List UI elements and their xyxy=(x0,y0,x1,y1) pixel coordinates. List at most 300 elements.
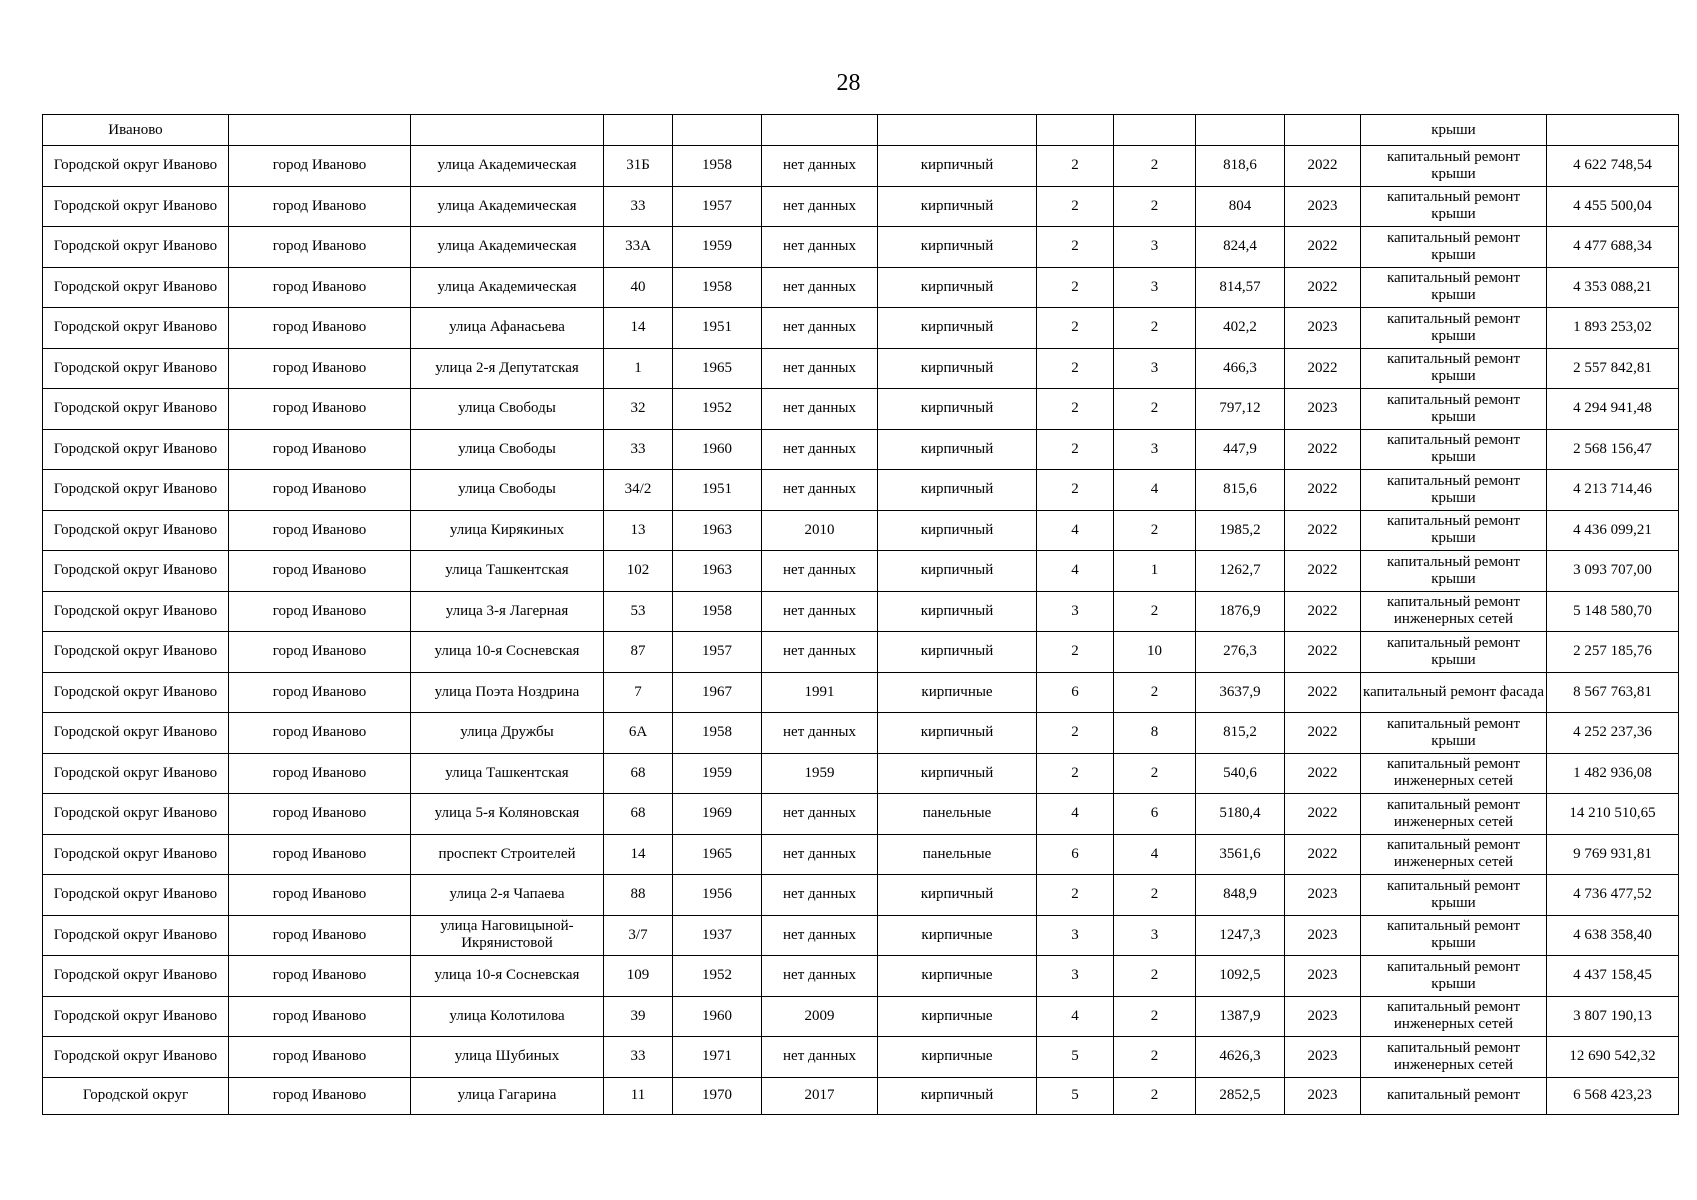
wall-material-cell: кирпичный xyxy=(878,146,1037,187)
construction-year-cell: 1957 xyxy=(673,186,762,227)
street-cell: улица 2-я Депутатская xyxy=(411,348,604,389)
house-number-cell: 33 xyxy=(604,1037,673,1078)
last-repair-year-cell: нет данных xyxy=(762,591,878,632)
house-number-cell: 31Б xyxy=(604,146,673,187)
floors-cell: 3 xyxy=(1037,591,1114,632)
entrances-cell: 1 xyxy=(1114,551,1196,592)
street-cell: улица Дружбы xyxy=(411,713,604,754)
entrances-cell: 3 xyxy=(1114,267,1196,308)
last-repair-year-cell: нет данных xyxy=(762,470,878,511)
planned-year-cell: 2023 xyxy=(1285,956,1361,997)
table-row xyxy=(43,227,1679,268)
municipality-cell: Городской округ Иваново xyxy=(43,672,229,713)
settlement-cell: город Иваново xyxy=(229,429,411,470)
wall-material-cell: кирпичный xyxy=(878,875,1037,916)
street-cell: улица Свободы xyxy=(411,389,604,430)
table-row xyxy=(43,996,1679,1037)
cost-cell: 1 893 253,02 xyxy=(1547,308,1679,349)
construction-year-cell: 1957 xyxy=(673,632,762,673)
work-type-cell: капитальный ремонт крыши xyxy=(1361,389,1547,430)
wall-material-cell: кирпичный xyxy=(878,348,1037,389)
settlement-cell: город Иваново xyxy=(229,389,411,430)
house-number-cell: 11 xyxy=(604,1077,673,1114)
last-repair-year-cell: нет данных xyxy=(762,713,878,754)
municipality-cell: Городской округ Иваново xyxy=(43,753,229,794)
settlement-cell: город Иваново xyxy=(229,794,411,835)
street-cell: улица Ташкентская xyxy=(411,551,604,592)
floors-cell: 6 xyxy=(1037,672,1114,713)
last-repair-year-cell: 2009 xyxy=(762,996,878,1037)
table-row xyxy=(43,186,1679,227)
planned-year-cell: 2023 xyxy=(1285,1077,1361,1114)
entrances-cell: 2 xyxy=(1114,186,1196,227)
area-cell: 4626,3 xyxy=(1196,1037,1285,1078)
cost-cell: 4 455 500,04 xyxy=(1547,186,1679,227)
floors-cell: 2 xyxy=(1037,348,1114,389)
house-number-cell: 109 xyxy=(604,956,673,997)
construction-year-cell: 1937 xyxy=(673,915,762,956)
municipality-cell: Городской округ Иваново xyxy=(43,956,229,997)
area-cell: 818,6 xyxy=(1196,146,1285,187)
table-row xyxy=(43,146,1679,187)
house-number-cell: 32 xyxy=(604,389,673,430)
work-type-cell: капитальный ремонт крыши xyxy=(1361,429,1547,470)
last-repair-year-cell: 1959 xyxy=(762,753,878,794)
work-type-cell: капитальный ремонт инженерных сетей xyxy=(1361,753,1547,794)
cost-cell: 4 638 358,40 xyxy=(1547,915,1679,956)
construction-year-cell: 1958 xyxy=(673,146,762,187)
wall-material-cell xyxy=(878,115,1037,146)
area-cell: 3561,6 xyxy=(1196,834,1285,875)
planned-year-cell: 2023 xyxy=(1285,875,1361,916)
cost-cell: 4 437 158,45 xyxy=(1547,956,1679,997)
planned-year-cell: 2022 xyxy=(1285,146,1361,187)
entrances-cell: 2 xyxy=(1114,1037,1196,1078)
construction-year-cell: 1967 xyxy=(673,672,762,713)
house-number-cell: 68 xyxy=(604,753,673,794)
area-cell: 815,2 xyxy=(1196,713,1285,754)
work-type-cell: капитальный ремонт крыши xyxy=(1361,956,1547,997)
work-type-cell: крыши xyxy=(1361,115,1547,146)
construction-year-cell: 1952 xyxy=(673,956,762,997)
entrances-cell: 2 xyxy=(1114,146,1196,187)
table-row xyxy=(43,348,1679,389)
last-repair-year-cell: нет данных xyxy=(762,875,878,916)
last-repair-year-cell: нет данных xyxy=(762,1037,878,1078)
cost-cell: 3 807 190,13 xyxy=(1547,996,1679,1037)
work-type-cell: капитальный ремонт крыши xyxy=(1361,470,1547,511)
street-cell: улица 5-я Коляновская xyxy=(411,794,604,835)
floors-cell: 2 xyxy=(1037,753,1114,794)
municipality-cell: Городской округ Иваново xyxy=(43,713,229,754)
wall-material-cell: кирпичный xyxy=(878,429,1037,470)
street-cell: улица Академическая xyxy=(411,227,604,268)
area-cell: 3637,9 xyxy=(1196,672,1285,713)
municipality-cell: Городской округ Иваново xyxy=(43,146,229,187)
last-repair-year-cell: 2017 xyxy=(762,1077,878,1114)
table-row xyxy=(43,267,1679,308)
house-number-cell: 68 xyxy=(604,794,673,835)
municipality-cell: Городской округ Иваново xyxy=(43,551,229,592)
settlement-cell: город Иваново xyxy=(229,227,411,268)
settlement-cell: город Иваново xyxy=(229,186,411,227)
cost-cell: 4 436 099,21 xyxy=(1547,510,1679,551)
construction-year-cell: 1958 xyxy=(673,267,762,308)
planned-year-cell: 2022 xyxy=(1285,429,1361,470)
last-repair-year-cell: нет данных xyxy=(762,186,878,227)
street-cell: улица Поэта Ноздрина xyxy=(411,672,604,713)
municipality-cell: Городской округ xyxy=(43,1077,229,1114)
planned-year-cell: 2022 xyxy=(1285,510,1361,551)
street-cell: проспект Строителей xyxy=(411,834,604,875)
construction-year-cell: 1970 xyxy=(673,1077,762,1114)
settlement-cell: город Иваново xyxy=(229,510,411,551)
work-type-cell: капитальный ремонт крыши xyxy=(1361,713,1547,754)
street-cell: улица Академическая xyxy=(411,267,604,308)
area-cell: 797,12 xyxy=(1196,389,1285,430)
table-row xyxy=(43,551,1679,592)
work-type-cell: капитальный ремонт крыши xyxy=(1361,632,1547,673)
settlement-cell: город Иваново xyxy=(229,632,411,673)
planned-year-cell: 2023 xyxy=(1285,186,1361,227)
wall-material-cell: кирпичные xyxy=(878,672,1037,713)
floors-cell: 2 xyxy=(1037,308,1114,349)
entrances-cell: 2 xyxy=(1114,308,1196,349)
wall-material-cell: кирпичные xyxy=(878,1037,1037,1078)
wall-material-cell: кирпичный xyxy=(878,389,1037,430)
planned-year-cell: 2022 xyxy=(1285,672,1361,713)
street-cell: улица Ташкентская xyxy=(411,753,604,794)
house-number-cell: 53 xyxy=(604,591,673,632)
floors-cell: 2 xyxy=(1037,632,1114,673)
table-row xyxy=(43,794,1679,835)
work-type-cell: капитальный ремонт инженерных сетей xyxy=(1361,834,1547,875)
table-row xyxy=(43,115,1679,146)
planned-year-cell: 2022 xyxy=(1285,753,1361,794)
area-cell xyxy=(1196,115,1285,146)
work-type-cell: капитальный ремонт крыши xyxy=(1361,267,1547,308)
planned-year-cell: 2022 xyxy=(1285,348,1361,389)
settlement-cell: город Иваново xyxy=(229,915,411,956)
last-repair-year-cell: нет данных xyxy=(762,389,878,430)
settlement-cell: город Иваново xyxy=(229,551,411,592)
street-cell xyxy=(411,115,604,146)
wall-material-cell: панельные xyxy=(878,794,1037,835)
work-type-cell: капитальный ремонт крыши xyxy=(1361,510,1547,551)
house-number-cell: 39 xyxy=(604,996,673,1037)
floors-cell: 2 xyxy=(1037,470,1114,511)
area-cell: 1387,9 xyxy=(1196,996,1285,1037)
last-repair-year-cell xyxy=(762,115,878,146)
settlement-cell: город Иваново xyxy=(229,672,411,713)
wall-material-cell: кирпичный xyxy=(878,632,1037,673)
last-repair-year-cell: нет данных xyxy=(762,834,878,875)
last-repair-year-cell: нет данных xyxy=(762,146,878,187)
work-type-cell: капитальный ремонт крыши xyxy=(1361,915,1547,956)
house-number-cell: 33А xyxy=(604,227,673,268)
settlement-cell: город Иваново xyxy=(229,308,411,349)
floors-cell: 4 xyxy=(1037,996,1114,1037)
wall-material-cell: кирпичные xyxy=(878,996,1037,1037)
entrances-cell: 10 xyxy=(1114,632,1196,673)
cost-cell xyxy=(1547,115,1679,146)
cost-cell: 4 353 088,21 xyxy=(1547,267,1679,308)
wall-material-cell: кирпичный xyxy=(878,551,1037,592)
cost-cell: 4 736 477,52 xyxy=(1547,875,1679,916)
municipality-cell: Городской округ Иваново xyxy=(43,348,229,389)
settlement-cell: город Иваново xyxy=(229,470,411,511)
work-type-cell: капитальный ремонт фасада xyxy=(1361,672,1547,713)
area-cell: 466,3 xyxy=(1196,348,1285,389)
table-row xyxy=(43,915,1679,956)
construction-year-cell: 1960 xyxy=(673,996,762,1037)
cost-cell: 2 557 842,81 xyxy=(1547,348,1679,389)
street-cell: улица Свободы xyxy=(411,429,604,470)
construction-year-cell: 1960 xyxy=(673,429,762,470)
entrances-cell: 2 xyxy=(1114,956,1196,997)
municipality-cell: Городской округ Иваново xyxy=(43,834,229,875)
construction-year-cell: 1965 xyxy=(673,348,762,389)
construction-year-cell: 1952 xyxy=(673,389,762,430)
planned-year-cell: 2023 xyxy=(1285,996,1361,1037)
last-repair-year-cell: нет данных xyxy=(762,794,878,835)
table-row xyxy=(43,308,1679,349)
municipality-cell: Городской округ Иваново xyxy=(43,389,229,430)
street-cell: улица Кирякиных xyxy=(411,510,604,551)
planned-year-cell: 2022 xyxy=(1285,591,1361,632)
wall-material-cell: кирпичные xyxy=(878,956,1037,997)
construction-year-cell: 1965 xyxy=(673,834,762,875)
cost-cell: 4 477 688,34 xyxy=(1547,227,1679,268)
floors-cell: 4 xyxy=(1037,794,1114,835)
street-cell: улица Наговицыной-Икрянистовой xyxy=(411,915,604,956)
settlement-cell: город Иваново xyxy=(229,753,411,794)
entrances-cell: 3 xyxy=(1114,915,1196,956)
municipality-cell: Городской округ Иваново xyxy=(43,915,229,956)
cost-cell: 8 567 763,81 xyxy=(1547,672,1679,713)
work-type-cell: капитальный ремонт xyxy=(1361,1077,1547,1114)
settlement-cell: город Иваново xyxy=(229,146,411,187)
wall-material-cell: кирпичный xyxy=(878,308,1037,349)
house-number-cell: 13 xyxy=(604,510,673,551)
entrances-cell: 2 xyxy=(1114,510,1196,551)
floors-cell: 5 xyxy=(1037,1077,1114,1114)
area-cell: 5180,4 xyxy=(1196,794,1285,835)
house-number-cell: 102 xyxy=(604,551,673,592)
construction-year-cell: 1951 xyxy=(673,308,762,349)
municipality-cell: Городской округ Иваново xyxy=(43,186,229,227)
street-cell: улица Академическая xyxy=(411,146,604,187)
last-repair-year-cell: нет данных xyxy=(762,348,878,389)
housing-registry-table xyxy=(42,114,1679,1115)
floors-cell: 6 xyxy=(1037,834,1114,875)
wall-material-cell: кирпичный xyxy=(878,591,1037,632)
area-cell: 2852,5 xyxy=(1196,1077,1285,1114)
floors-cell: 3 xyxy=(1037,915,1114,956)
municipality-cell: Городской округ Иваново xyxy=(43,794,229,835)
work-type-cell: капитальный ремонт крыши xyxy=(1361,308,1547,349)
area-cell: 804 xyxy=(1196,186,1285,227)
last-repair-year-cell: нет данных xyxy=(762,632,878,673)
municipality-cell: Городской округ Иваново xyxy=(43,591,229,632)
street-cell: улица Гагарина xyxy=(411,1077,604,1114)
last-repair-year-cell: нет данных xyxy=(762,915,878,956)
floors-cell: 2 xyxy=(1037,267,1114,308)
entrances-cell xyxy=(1114,115,1196,146)
settlement-cell: город Иваново xyxy=(229,956,411,997)
area-cell: 824,4 xyxy=(1196,227,1285,268)
construction-year-cell xyxy=(673,115,762,146)
planned-year-cell: 2022 xyxy=(1285,834,1361,875)
last-repair-year-cell: нет данных xyxy=(762,551,878,592)
floors-cell: 2 xyxy=(1037,227,1114,268)
work-type-cell: капитальный ремонт инженерных сетей xyxy=(1361,794,1547,835)
planned-year-cell: 2022 xyxy=(1285,794,1361,835)
work-type-cell: капитальный ремонт крыши xyxy=(1361,227,1547,268)
cost-cell: 4 213 714,46 xyxy=(1547,470,1679,511)
entrances-cell: 4 xyxy=(1114,470,1196,511)
table-row xyxy=(43,1077,1679,1114)
construction-year-cell: 1958 xyxy=(673,713,762,754)
construction-year-cell: 1956 xyxy=(673,875,762,916)
floors-cell xyxy=(1037,115,1114,146)
house-number-cell: 33 xyxy=(604,186,673,227)
cost-cell: 12 690 542,32 xyxy=(1547,1037,1679,1078)
work-type-cell: капитальный ремонт крыши xyxy=(1361,186,1547,227)
entrances-cell: 2 xyxy=(1114,591,1196,632)
street-cell: улица 2-я Чапаева xyxy=(411,875,604,916)
construction-year-cell: 1958 xyxy=(673,591,762,632)
settlement-cell: город Иваново xyxy=(229,267,411,308)
street-cell: улица Академическая xyxy=(411,186,604,227)
entrances-cell: 4 xyxy=(1114,834,1196,875)
municipality-cell: Городской округ Иваново xyxy=(43,470,229,511)
table-row xyxy=(43,672,1679,713)
settlement-cell: город Иваново xyxy=(229,348,411,389)
last-repair-year-cell: нет данных xyxy=(762,956,878,997)
table-row xyxy=(43,834,1679,875)
house-number-cell: 14 xyxy=(604,308,673,349)
street-cell: улица Колотилова xyxy=(411,996,604,1037)
municipality-cell: Городской округ Иваново xyxy=(43,996,229,1037)
municipality-cell: Городской округ Иваново xyxy=(43,267,229,308)
cost-cell: 9 769 931,81 xyxy=(1547,834,1679,875)
table-row xyxy=(43,389,1679,430)
work-type-cell: капитальный ремонт крыши xyxy=(1361,146,1547,187)
wall-material-cell: кирпичный xyxy=(878,713,1037,754)
cost-cell: 1 482 936,08 xyxy=(1547,753,1679,794)
work-type-cell: капитальный ремонт крыши xyxy=(1361,348,1547,389)
municipality-cell: Городской округ Иваново xyxy=(43,875,229,916)
planned-year-cell xyxy=(1285,115,1361,146)
floors-cell: 4 xyxy=(1037,510,1114,551)
table-row xyxy=(43,470,1679,511)
entrances-cell: 2 xyxy=(1114,389,1196,430)
street-cell: улица Свободы xyxy=(411,470,604,511)
wall-material-cell: кирпичный xyxy=(878,227,1037,268)
municipality-cell: Городской округ Иваново xyxy=(43,632,229,673)
planned-year-cell: 2023 xyxy=(1285,308,1361,349)
floors-cell: 2 xyxy=(1037,713,1114,754)
floors-cell: 4 xyxy=(1037,551,1114,592)
area-cell: 447,9 xyxy=(1196,429,1285,470)
page-number: 28 xyxy=(836,70,861,96)
table-row xyxy=(43,510,1679,551)
construction-year-cell: 1959 xyxy=(673,753,762,794)
entrances-cell: 2 xyxy=(1114,996,1196,1037)
wall-material-cell: кирпичные xyxy=(878,915,1037,956)
settlement-cell: город Иваново xyxy=(229,1077,411,1114)
planned-year-cell: 2022 xyxy=(1285,470,1361,511)
table-row xyxy=(43,956,1679,997)
planned-year-cell: 2023 xyxy=(1285,389,1361,430)
municipality-cell: Городской округ Иваново xyxy=(43,510,229,551)
floors-cell: 2 xyxy=(1037,429,1114,470)
house-number-cell: 14 xyxy=(604,834,673,875)
last-repair-year-cell: нет данных xyxy=(762,308,878,349)
settlement-cell: город Иваново xyxy=(229,591,411,632)
table-row xyxy=(43,753,1679,794)
settlement-cell: город Иваново xyxy=(229,996,411,1037)
work-type-cell: капитальный ремонт инженерных сетей xyxy=(1361,591,1547,632)
municipality-cell: Городской округ Иваново xyxy=(43,429,229,470)
table-row xyxy=(43,591,1679,632)
municipality-cell: Городской округ Иваново xyxy=(43,1037,229,1078)
floors-cell: 2 xyxy=(1037,875,1114,916)
settlement-cell: город Иваново xyxy=(229,875,411,916)
table-row xyxy=(43,713,1679,754)
work-type-cell: капитальный ремонт крыши xyxy=(1361,875,1547,916)
street-cell: улица 3-я Лагерная xyxy=(411,591,604,632)
cost-cell: 2 568 156,47 xyxy=(1547,429,1679,470)
floors-cell: 2 xyxy=(1037,186,1114,227)
planned-year-cell: 2022 xyxy=(1285,227,1361,268)
planned-year-cell: 2022 xyxy=(1285,713,1361,754)
area-cell: 1092,5 xyxy=(1196,956,1285,997)
house-number-cell: 6А xyxy=(604,713,673,754)
street-cell: улица 10-я Сосневская xyxy=(411,632,604,673)
cost-cell: 14 210 510,65 xyxy=(1547,794,1679,835)
entrances-cell: 8 xyxy=(1114,713,1196,754)
cost-cell: 6 568 423,23 xyxy=(1547,1077,1679,1114)
area-cell: 1262,7 xyxy=(1196,551,1285,592)
street-cell: улица Шубиных xyxy=(411,1037,604,1078)
cost-cell: 3 093 707,00 xyxy=(1547,551,1679,592)
house-number-cell: 40 xyxy=(604,267,673,308)
planned-year-cell: 2022 xyxy=(1285,267,1361,308)
wall-material-cell: панельные xyxy=(878,834,1037,875)
house-number-cell xyxy=(604,115,673,146)
last-repair-year-cell: 1991 xyxy=(762,672,878,713)
entrances-cell: 2 xyxy=(1114,1077,1196,1114)
municipality-cell: Городской округ Иваново xyxy=(43,227,229,268)
wall-material-cell: кирпичный xyxy=(878,186,1037,227)
planned-year-cell: 2023 xyxy=(1285,1037,1361,1078)
house-number-cell: 87 xyxy=(604,632,673,673)
house-number-cell: 33 xyxy=(604,429,673,470)
wall-material-cell: кирпичный xyxy=(878,753,1037,794)
settlement-cell xyxy=(229,115,411,146)
house-number-cell: 1 xyxy=(604,348,673,389)
construction-year-cell: 1963 xyxy=(673,551,762,592)
area-cell: 276,3 xyxy=(1196,632,1285,673)
planned-year-cell: 2022 xyxy=(1285,632,1361,673)
construction-year-cell: 1971 xyxy=(673,1037,762,1078)
last-repair-year-cell: нет данных xyxy=(762,267,878,308)
floors-cell: 3 xyxy=(1037,956,1114,997)
table-row xyxy=(43,1037,1679,1078)
entrances-cell: 3 xyxy=(1114,348,1196,389)
